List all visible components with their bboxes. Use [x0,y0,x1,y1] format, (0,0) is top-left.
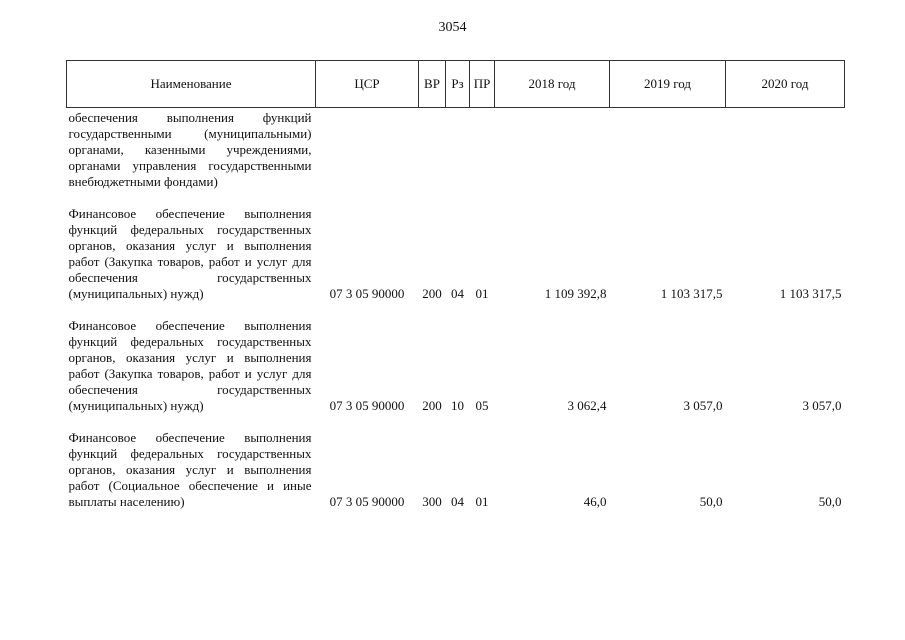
row-pr: 01 [475,494,489,509]
table-row [67,206,845,302]
row-2020: 50,0 [818,494,842,509]
row-2018: 3 062,4 [567,398,607,413]
row-vr: 300 [422,494,442,509]
header-2020: 2020 год [726,61,845,108]
table-row [67,430,845,510]
row-2019: 50,0 [699,494,723,509]
row-2019: 1 103 317,5 [660,286,723,301]
row-name: Финансовое обеспечение выполнения функций федеральных государственных органов, оказания услуг и выполнения работ (Социальное обеспечение и иные выплаты населению) [68,430,312,509]
row-rz: 04 [451,494,464,509]
row-2020: 1 103 317,5 [779,286,842,301]
row-name: обеспечения выполнения функций государственными (муниципальными) органами, казенными учреждениями, органами управления государственными внебюджетными фондами) [68,110,312,189]
row-csr: 07 3 05 90000 [329,398,405,413]
table-header [67,61,845,108]
row-csr: 07 3 05 90000 [329,494,405,509]
header-rz: Рз [446,61,470,108]
header-2019: 2019 год [610,61,726,108]
row-2018: 46,0 [583,494,607,509]
header-pr: ПР [470,61,495,108]
header-vr: ВР [419,61,446,108]
row-csr: 07 3 05 90000 [329,286,405,301]
header-2018: 2018 год [495,61,610,108]
row-pr: 05 [475,398,489,413]
row-name: Финансовое обеспечение выполнения функций федеральных государственных органов, оказания услуг и выполнения работ (Закупка товаров, работ и услуг для обеспечения государственных (муниципальных) нужд) [68,206,312,301]
table-row-continuation [67,108,845,191]
row-name: Финансовое обеспечение выполнения функций федеральных государственных органов, оказания услуг и выполнения работ (Закупка товаров, работ и услуг для обеспечения государственных (муниципальных) нужд) [68,318,312,413]
page-number: 3054 [438,20,467,35]
row-2019: 3 057,0 [683,398,723,413]
row-pr: 01 [475,286,489,301]
row-vr: 200 [422,286,442,301]
row-2018: 1 109 392,8 [544,286,607,301]
row-rz: 10 [451,398,464,413]
header-name: Наименование [67,61,316,108]
row-vr: 200 [422,398,442,413]
row-2020: 3 057,0 [802,398,842,413]
row-rz: 04 [451,286,464,301]
budget-table [66,60,845,510]
header-csr: ЦСР [316,61,419,108]
table-row [67,318,845,414]
